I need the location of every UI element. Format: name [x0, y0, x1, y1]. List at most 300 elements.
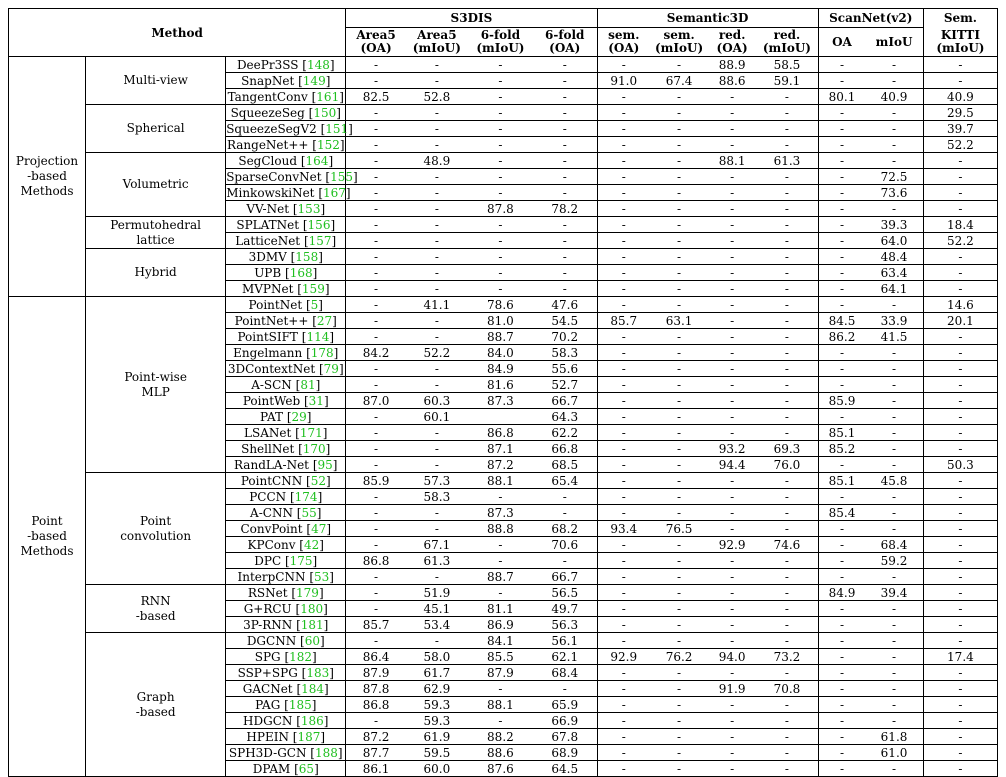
value-cell: - — [650, 185, 708, 201]
value-cell: - — [708, 217, 756, 233]
value-cell: - — [650, 473, 708, 489]
column-header — [597, 28, 650, 57]
subcategory-label-line: Graph — [136, 689, 175, 704]
value-cell: 39.4 — [865, 585, 923, 601]
value-cell: 60.1 — [406, 409, 468, 425]
value-cell: - — [923, 713, 997, 729]
value-cell: 40.9 — [923, 89, 997, 105]
citation-link[interactable]: 151 — [325, 121, 349, 136]
column-header — [406, 28, 468, 57]
citation-link[interactable]: 179 — [296, 585, 319, 600]
column-header-line2: (OA) — [716, 41, 748, 55]
value-cell: - — [865, 137, 923, 153]
method-name: DPC — [254, 553, 282, 568]
value-cell: - — [468, 553, 533, 569]
method-name-cell: SSP+SPG [183] — [226, 665, 346, 681]
value-cell: - — [865, 361, 923, 377]
value-cell: - — [650, 601, 708, 617]
value-cell: - — [818, 345, 865, 361]
value-cell: - — [756, 89, 818, 105]
citation-link[interactable]: 29 — [291, 409, 307, 424]
method-name: PCCN — [249, 489, 287, 504]
value-cell: - — [597, 137, 650, 153]
method-name: G+RCU — [243, 601, 292, 616]
value-cell: 87.8 — [468, 201, 533, 217]
value-cell: - — [533, 553, 597, 569]
citation-link[interactable]: 79 — [323, 361, 339, 376]
column-header-line1: OA — [832, 34, 852, 49]
value-cell: - — [597, 89, 650, 105]
method-name: SPLATNet — [236, 217, 300, 232]
value-cell: - — [533, 73, 597, 89]
method-name-cell: Engelmann [178] — [226, 345, 346, 361]
value-cell: - — [406, 457, 468, 473]
value-cell: - — [756, 633, 818, 649]
method-name: 3P-RNN — [243, 617, 293, 632]
table-row — [9, 153, 998, 169]
citation-link[interactable]: 180 — [300, 601, 324, 616]
method-name: HDGCN — [243, 713, 293, 728]
value-cell: 69.3 — [756, 441, 818, 457]
value-cell: - — [756, 137, 818, 153]
value-cell: 45.1 — [406, 601, 468, 617]
citation-link[interactable]: 168 — [289, 265, 313, 280]
value-cell: 51.9 — [406, 585, 468, 601]
value-cell: - — [597, 665, 650, 681]
value-cell: 88.1 — [468, 697, 533, 713]
value-cell: - — [346, 569, 406, 585]
value-cell: 81.1 — [468, 601, 533, 617]
value-cell: - — [346, 585, 406, 601]
citation-link[interactable]: 157 — [308, 233, 332, 248]
citation-link[interactable]: 150 — [313, 105, 337, 120]
value-cell: 78.2 — [533, 201, 597, 217]
subcategory-label — [86, 297, 226, 473]
value-cell: - — [756, 345, 818, 361]
method-name: PointNet++ — [234, 313, 309, 328]
citation-link[interactable]: 171 — [299, 425, 323, 440]
value-cell: - — [346, 441, 406, 457]
citation-link[interactable]: 188 — [314, 745, 338, 760]
category-label-line: Methods — [20, 184, 74, 198]
value-cell: - — [708, 633, 756, 649]
value-cell: - — [756, 297, 818, 313]
citation-link[interactable]: 170 — [302, 441, 326, 456]
value-cell: - — [708, 745, 756, 761]
value-cell: - — [597, 361, 650, 377]
value-cell: - — [468, 121, 533, 137]
method-name: PointWeb — [242, 393, 301, 408]
value-cell: - — [597, 201, 650, 217]
value-cell: - — [865, 441, 923, 457]
citation-link[interactable]: 182 — [289, 649, 313, 664]
value-cell: - — [708, 665, 756, 681]
value-cell: 66.9 — [533, 713, 597, 729]
method-name-cell: PointSIFT [114] — [226, 329, 346, 345]
method-name: DeePr3SS — [236, 57, 299, 72]
value-cell: - — [708, 729, 756, 745]
value-cell: - — [346, 537, 406, 553]
value-cell: - — [708, 345, 756, 361]
value-cell: - — [533, 217, 597, 233]
value-cell: 87.2 — [468, 457, 533, 473]
value-cell: - — [533, 681, 597, 697]
value-cell: 62.9 — [406, 681, 468, 697]
citation-link[interactable]: 153 — [297, 201, 321, 216]
subcategory-label — [86, 633, 226, 777]
value-cell: 87.9 — [346, 665, 406, 681]
value-cell: - — [865, 153, 923, 169]
column-header-line2: (mIoU) — [476, 41, 525, 55]
citation-link[interactable]: 52 — [310, 473, 326, 488]
citation-link[interactable]: 31 — [308, 393, 324, 408]
group-header-semantic3d: Semantic3D — [597, 9, 818, 28]
value-cell: - — [650, 105, 708, 121]
value-cell: - — [650, 537, 708, 553]
method-name: SSP+SPG — [237, 665, 298, 680]
category-label — [9, 57, 86, 297]
value-cell: 62.1 — [533, 649, 597, 665]
citation-link[interactable]: 159 — [301, 281, 325, 296]
value-cell: - — [708, 409, 756, 425]
value-cell: 68.4 — [533, 665, 597, 681]
citation-link[interactable]: 65 — [298, 761, 315, 776]
method-name-cell: RSNet [179] — [226, 585, 346, 601]
value-cell: 93.2 — [708, 441, 756, 457]
citation-link[interactable]: 175 — [289, 553, 313, 568]
value-cell: 85.1 — [818, 425, 865, 441]
value-cell: - — [650, 681, 708, 697]
value-cell: - — [818, 201, 865, 217]
value-cell: 61.0 — [865, 745, 923, 761]
value-cell: - — [923, 329, 997, 345]
results-table-container — [8, 8, 998, 777]
value-cell: - — [708, 617, 756, 633]
value-cell: - — [756, 505, 818, 521]
method-name-cell: ConvPoint [47] — [226, 521, 346, 537]
column-header — [756, 28, 818, 57]
value-cell: - — [756, 313, 818, 329]
value-cell: - — [756, 233, 818, 249]
value-cell: - — [818, 521, 865, 537]
value-cell: - — [597, 425, 650, 441]
value-cell: - — [818, 617, 865, 633]
value-cell: - — [708, 105, 756, 121]
citation-link[interactable]: 181 — [300, 617, 324, 632]
citation-link[interactable]: 55 — [301, 505, 317, 520]
value-cell: - — [650, 153, 708, 169]
value-cell: - — [708, 169, 756, 185]
value-cell: - — [468, 489, 533, 505]
value-cell: 54.5 — [533, 313, 597, 329]
value-cell: 17.4 — [923, 649, 997, 665]
value-cell: - — [923, 729, 997, 745]
value-cell: 14.6 — [923, 297, 997, 313]
table-row — [9, 633, 998, 649]
value-cell: - — [406, 377, 468, 393]
value-cell: - — [533, 505, 597, 521]
value-cell: - — [533, 153, 597, 169]
value-cell: 55.6 — [533, 361, 597, 377]
citation-link[interactable]: 174 — [294, 489, 318, 504]
column-header — [708, 28, 756, 57]
value-cell: - — [865, 377, 923, 393]
subcategory-label-line: Permutohedral — [110, 217, 202, 232]
value-cell: - — [597, 393, 650, 409]
citation-link[interactable]: 158 — [295, 249, 319, 264]
citation-link[interactable]: 178 — [310, 345, 334, 360]
method-name: LSANet — [244, 425, 292, 440]
value-cell: 47.6 — [533, 297, 597, 313]
value-cell: 85.5 — [468, 649, 533, 665]
value-cell: - — [650, 393, 708, 409]
citation-link[interactable]: 185 — [288, 697, 312, 712]
citation-link[interactable]: 164 — [305, 153, 329, 168]
value-cell: - — [650, 761, 708, 777]
value-cell: 64.3 — [533, 409, 597, 425]
value-cell: 94.4 — [708, 457, 756, 473]
value-cell: - — [923, 409, 997, 425]
citation-link[interactable]: 53 — [314, 569, 330, 584]
value-cell: 60.0 — [406, 761, 468, 777]
value-cell: - — [923, 681, 997, 697]
value-cell: 84.0 — [468, 345, 533, 361]
value-cell: - — [597, 441, 650, 457]
value-cell: - — [865, 345, 923, 361]
value-cell: - — [406, 121, 468, 137]
value-cell: - — [756, 585, 818, 601]
value-cell: - — [650, 377, 708, 393]
citation-link[interactable]: 42 — [303, 537, 320, 552]
citation-link[interactable]: 114 — [306, 329, 330, 344]
value-cell: - — [597, 569, 650, 585]
value-cell: 84.9 — [468, 361, 533, 377]
value-cell: - — [756, 377, 818, 393]
table-row — [9, 297, 998, 313]
value-cell: 59.3 — [406, 697, 468, 713]
value-cell: - — [468, 185, 533, 201]
value-cell: - — [468, 137, 533, 153]
citation-link[interactable]: 148 — [306, 57, 330, 72]
value-cell: 70.2 — [533, 329, 597, 345]
citation-link[interactable]: 187 — [297, 729, 321, 744]
value-cell: - — [818, 457, 865, 473]
column-header-line2: (mIoU) — [412, 41, 461, 55]
value-cell: - — [468, 89, 533, 105]
value-cell: - — [865, 121, 923, 137]
value-cell: - — [597, 729, 650, 745]
value-cell: - — [406, 361, 468, 377]
citation-link[interactable]: 167 — [323, 185, 346, 200]
value-cell: - — [346, 185, 406, 201]
value-cell: 88.6 — [468, 745, 533, 761]
value-cell: - — [818, 361, 865, 377]
method-name: SqueezeSeg — [230, 105, 305, 120]
value-cell: - — [346, 281, 406, 297]
value-cell: - — [818, 233, 865, 249]
value-cell: - — [818, 729, 865, 745]
method-name: MinkowskiNet — [226, 185, 315, 200]
value-cell: - — [597, 633, 650, 649]
value-cell: 59.5 — [406, 745, 468, 761]
value-cell: - — [708, 297, 756, 313]
value-cell: - — [756, 761, 818, 777]
value-cell: - — [818, 297, 865, 313]
citation-link[interactable]: 152 — [316, 137, 340, 152]
value-cell: - — [650, 633, 708, 649]
value-cell: - — [406, 505, 468, 521]
value-cell: - — [818, 217, 865, 233]
value-cell: 88.7 — [468, 569, 533, 585]
method-name-cell: PCCN [174] — [226, 489, 346, 505]
value-cell: - — [346, 425, 406, 441]
value-cell: 61.3 — [406, 553, 468, 569]
citation-link[interactable]: 155 — [330, 169, 353, 184]
value-cell: - — [597, 377, 650, 393]
value-cell: 73.2 — [756, 649, 818, 665]
method-name-cell: LatticeNet [157] — [226, 233, 346, 249]
value-cell: - — [923, 537, 997, 553]
citation-link[interactable]: 183 — [306, 665, 330, 680]
value-cell: - — [468, 281, 533, 297]
value-cell: - — [406, 329, 468, 345]
value-cell: - — [597, 281, 650, 297]
value-cell: - — [650, 505, 708, 521]
value-cell: - — [533, 233, 597, 249]
citation-link[interactable]: 27 — [316, 313, 333, 328]
value-cell: 80.1 — [818, 89, 865, 105]
value-cell: - — [923, 361, 997, 377]
value-cell: - — [708, 425, 756, 441]
group-header-semkitti: Sem. — [923, 9, 997, 28]
value-cell: - — [818, 569, 865, 585]
value-cell: - — [346, 217, 406, 233]
value-cell: - — [650, 569, 708, 585]
value-cell: - — [406, 105, 468, 121]
value-cell: - — [346, 153, 406, 169]
value-cell: 61.9 — [406, 729, 468, 745]
value-cell: - — [468, 681, 533, 697]
value-cell: - — [597, 697, 650, 713]
value-cell: - — [468, 233, 533, 249]
value-cell: 85.2 — [818, 441, 865, 457]
value-cell: - — [650, 345, 708, 361]
method-name-cell: TangentConv [161] — [227, 89, 344, 104]
value-cell: - — [923, 425, 997, 441]
value-cell: - — [346, 601, 406, 617]
method-name: MVPNet — [241, 281, 294, 296]
citation-link[interactable]: 47 — [311, 521, 327, 536]
value-cell: 68.4 — [865, 537, 923, 553]
value-cell: - — [818, 553, 865, 569]
citation-link[interactable]: 184 — [301, 681, 325, 696]
value-cell: - — [923, 441, 997, 457]
value-cell: 20.1 — [923, 313, 997, 329]
value-cell: - — [865, 649, 923, 665]
value-cell: 86.2 — [818, 329, 865, 345]
value-cell: - — [533, 489, 597, 505]
citation-link[interactable]: 186 — [300, 713, 324, 728]
subcategory-label — [86, 153, 226, 217]
value-cell: - — [865, 617, 923, 633]
value-cell: 64.0 — [865, 233, 923, 249]
subcategory-label — [86, 249, 226, 297]
value-cell: - — [533, 185, 597, 201]
value-cell: - — [346, 713, 406, 729]
method-name: SnapNet — [241, 73, 295, 88]
value-cell: - — [597, 585, 650, 601]
value-cell: 78.6 — [468, 297, 533, 313]
value-cell: - — [865, 681, 923, 697]
value-cell: 87.3 — [468, 393, 533, 409]
value-cell: - — [597, 745, 650, 761]
citation-link[interactable]: 5 — [310, 297, 319, 312]
value-cell: - — [406, 201, 468, 217]
citation-link[interactable]: 81 — [300, 377, 316, 392]
value-cell: - — [818, 281, 865, 297]
value-cell: 67.4 — [650, 73, 708, 89]
method-name-cell: SqueezeSegV2 [151] — [226, 121, 353, 136]
value-cell: 65.4 — [533, 473, 597, 489]
value-cell: 52.7 — [533, 377, 597, 393]
value-cell: 87.2 — [346, 729, 406, 745]
value-cell: 68.9 — [533, 745, 597, 761]
table-row — [9, 473, 998, 489]
value-cell: - — [708, 761, 756, 777]
value-cell: - — [923, 249, 997, 265]
value-cell: - — [406, 521, 468, 537]
method-name-cell: 3DMV [158] — [226, 249, 346, 265]
value-cell: - — [346, 297, 406, 313]
value-cell: - — [650, 329, 708, 345]
value-cell: 39.7 — [923, 121, 997, 137]
citation-link[interactable]: 161 — [316, 89, 340, 104]
subcategory-label-line: Volumetric — [122, 177, 189, 191]
value-cell: - — [650, 233, 708, 249]
value-cell: - — [650, 121, 708, 137]
citation-link[interactable]: 60 — [304, 633, 320, 648]
citation-link[interactable]: 149 — [302, 73, 326, 88]
value-cell: 57.3 — [406, 473, 468, 489]
value-cell: - — [708, 601, 756, 617]
value-cell: - — [708, 569, 756, 585]
citation-link[interactable]: 95 — [317, 457, 333, 472]
value-cell: - — [708, 553, 756, 569]
value-cell: - — [708, 329, 756, 345]
citation-link[interactable]: 156 — [307, 217, 331, 232]
value-cell: - — [923, 345, 997, 361]
value-cell: 94.0 — [708, 649, 756, 665]
value-cell: 52.8 — [406, 89, 468, 105]
value-cell: - — [708, 201, 756, 217]
value-cell: - — [597, 249, 650, 265]
value-cell: - — [923, 569, 997, 585]
method-name: ShellNet — [241, 441, 295, 456]
value-cell: - — [756, 217, 818, 233]
value-cell: - — [708, 505, 756, 521]
method-name: HPEIN — [246, 729, 289, 744]
value-cell: - — [923, 617, 997, 633]
method-name: RSNet — [247, 585, 288, 600]
value-cell: - — [597, 185, 650, 201]
value-cell: - — [468, 249, 533, 265]
value-cell: 48.4 — [865, 249, 923, 265]
value-cell: 85.9 — [818, 393, 865, 409]
value-cell: - — [650, 713, 708, 729]
value-cell: - — [708, 89, 756, 105]
method-name: 3DMV — [248, 249, 287, 264]
value-cell: - — [406, 265, 468, 281]
